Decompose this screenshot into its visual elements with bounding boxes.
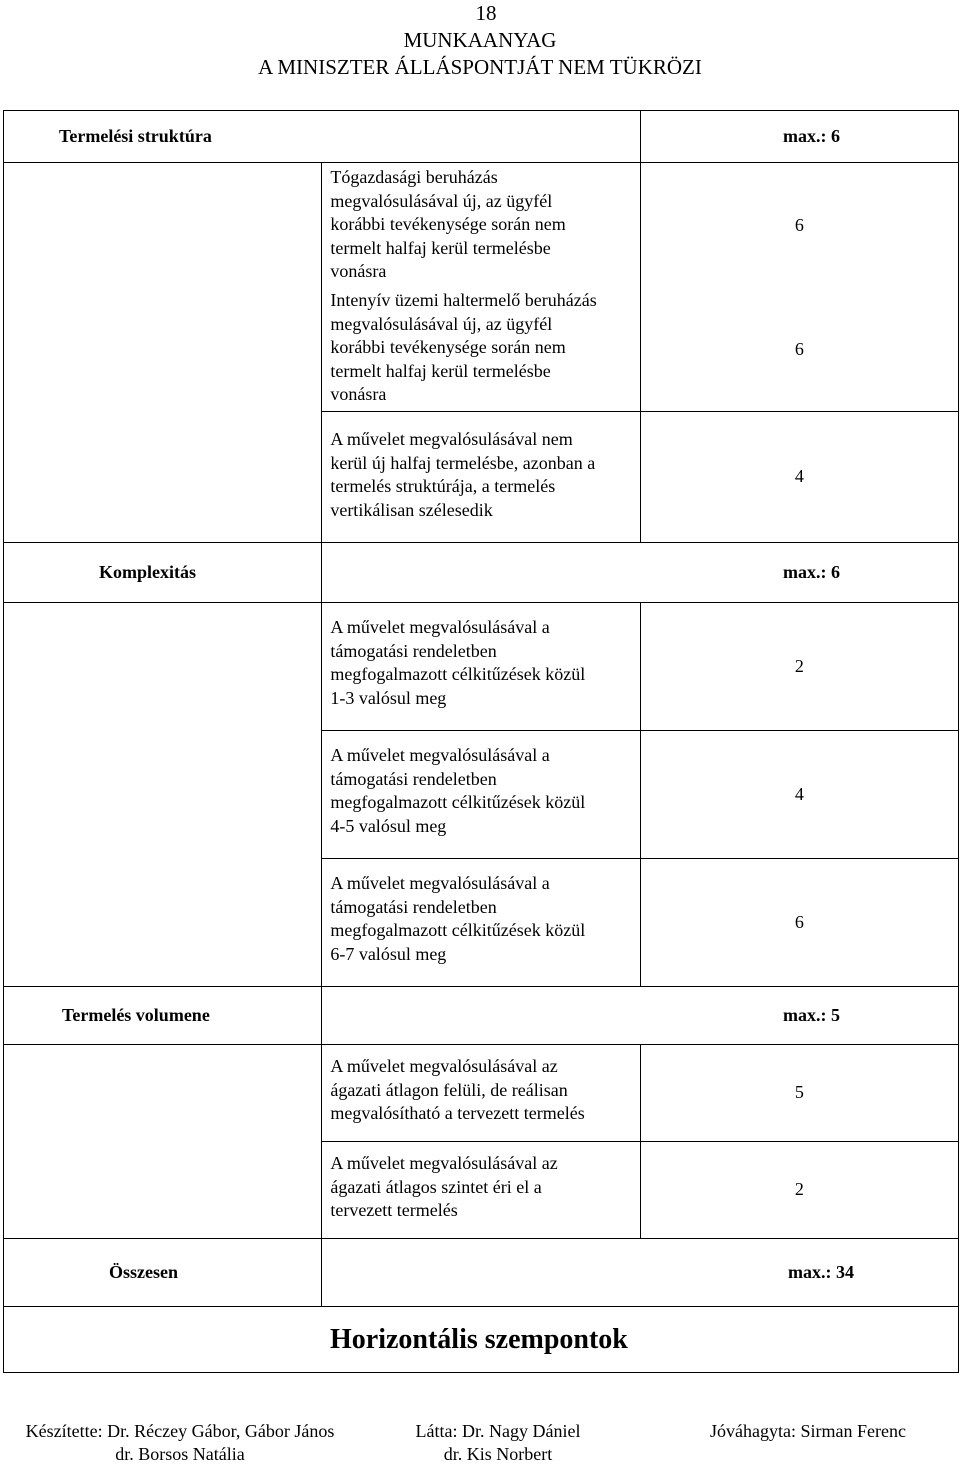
criterion-description bbox=[322, 1142, 640, 1239]
total-label: Összesen bbox=[4, 1239, 322, 1307]
section-title: Termelés volumene bbox=[4, 987, 322, 1045]
criterion-line: Tógazdasági beruházás bbox=[330, 167, 498, 187]
criterion-description bbox=[322, 163, 640, 290]
criterion-line: megvalósulásával új, az ügyfél bbox=[330, 190, 553, 211]
criterion-line: tervezett termelés bbox=[330, 1200, 458, 1220]
criterion-line: támogatási rendeletben bbox=[330, 640, 497, 661]
criterion-line: A művelet megvalósulásával a bbox=[330, 745, 550, 765]
draft-label: MUNKAANYAG bbox=[403, 28, 557, 52]
criterion-line: 1-3 valósul meg bbox=[330, 687, 447, 708]
page-header bbox=[0, 0, 960, 81]
horizontal-title: Horizontális szempontok bbox=[4, 1307, 959, 1373]
criterion-line: A művelet megvalósulásával az bbox=[330, 1153, 558, 1173]
criterion-line: termelt halfaj kerül termelésbe bbox=[330, 237, 551, 258]
section-max: max.: 6 bbox=[640, 111, 958, 163]
total-max: max.: 34 bbox=[322, 1239, 959, 1307]
criterion-line: A művelet megvalósulásával a bbox=[330, 617, 550, 637]
criterion-line: támogatási rendeletben bbox=[330, 896, 497, 917]
criterion-score: 5 bbox=[640, 1045, 958, 1142]
criterion-line: vonásra bbox=[330, 384, 387, 404]
page-number: 18 bbox=[475, 1, 497, 25]
total-row bbox=[4, 1239, 959, 1307]
criterion-row bbox=[4, 603, 959, 731]
criterion-line: 4-5 valósul meg bbox=[330, 815, 447, 836]
section-title: Termelési struktúra bbox=[4, 111, 641, 163]
criterion-line: korábbi tevékenysége során nem bbox=[330, 214, 566, 234]
footer-line: dr. Borsos Natália bbox=[115, 1444, 245, 1464]
criterion-score: 4 bbox=[640, 412, 958, 543]
section-title: Komplexitás bbox=[4, 543, 322, 603]
criterion-score: 2 bbox=[640, 1142, 958, 1239]
criterion-row bbox=[4, 1045, 959, 1142]
criterion-score: 2 bbox=[640, 603, 958, 731]
criterion-line: Intenyív üzemi haltermelő beruházás bbox=[330, 290, 597, 310]
criterion-line: 6-7 valósul meg bbox=[330, 943, 447, 964]
section-header-termelesi bbox=[4, 111, 959, 163]
criterion-line: megfogalmazott célkitűzések közül bbox=[330, 664, 586, 684]
criterion-description bbox=[322, 731, 640, 859]
criterion-description bbox=[322, 1045, 640, 1142]
criterion-line: kerül új halfaj termelésbe, azonban a bbox=[330, 452, 596, 473]
section-header-komplexitas bbox=[4, 543, 959, 603]
horizontal-row bbox=[4, 1307, 959, 1373]
criterion-line: megfogalmazott célkitűzések közül bbox=[330, 792, 586, 812]
footer-line: Jóváhagyta: Sirman Ferenc bbox=[710, 1421, 906, 1441]
footer-prepared-by bbox=[0, 1420, 360, 1466]
scoring-table bbox=[3, 110, 959, 1373]
footer-approved-by bbox=[688, 1420, 928, 1443]
criterion-line: korábbi tevékenysége során nem bbox=[330, 337, 566, 357]
criterion-description bbox=[322, 603, 640, 731]
footer-line: dr. Kis Norbert bbox=[443, 1444, 553, 1464]
section-body-termelesi bbox=[4, 163, 959, 290]
criterion-line: vonásra bbox=[330, 261, 387, 281]
criterion-line: megvalósítható a tervezett termelés bbox=[330, 1103, 585, 1123]
footer-reviewed-by bbox=[398, 1420, 598, 1466]
criterion-description bbox=[322, 289, 640, 412]
criterion-line: termelés struktúrája, a termelés bbox=[330, 476, 556, 496]
criterion-description bbox=[322, 412, 640, 543]
criterion-line: ágazati átlagon felüli, de reálisan bbox=[330, 1079, 568, 1100]
criterion-description bbox=[322, 859, 640, 987]
section-max: max.: 6 bbox=[322, 543, 959, 603]
criterion-line: termelt halfaj kerül termelésbe bbox=[330, 360, 551, 381]
criterion-line: vertikálisan szélesedik bbox=[330, 499, 493, 520]
footer-line: Látta: Dr. Nagy Dániel bbox=[415, 1421, 581, 1441]
criterion-line: megvalósulásával új, az ügyfél bbox=[330, 313, 553, 334]
footer-line: Készítette: Dr. Réczey Gábor, Gábor János bbox=[25, 1421, 335, 1441]
criterion-line: A művelet megvalósulásával nem bbox=[330, 429, 573, 449]
criterion-line: támogatási rendeletben bbox=[330, 768, 497, 789]
empty-cell bbox=[4, 163, 322, 543]
criterion-score: 4 bbox=[640, 731, 958, 859]
section-header-volumen bbox=[4, 987, 959, 1045]
empty-cell bbox=[4, 603, 322, 987]
disclaimer-label: A MINISZTER ÁLLÁSPONTJÁT NEM TÜKRÖZI bbox=[258, 55, 702, 79]
section-max: max.: 5 bbox=[322, 987, 959, 1045]
criterion-line: A művelet megvalósulásával a bbox=[330, 873, 550, 893]
criterion-score: 6 bbox=[640, 859, 958, 987]
criterion-line: ágazati átlagos szintet éri el a bbox=[330, 1176, 542, 1197]
criterion-line: A művelet megvalósulásával az bbox=[330, 1056, 558, 1076]
empty-cell bbox=[4, 1045, 322, 1239]
criterion-line: megfogalmazott célkitűzések közül bbox=[330, 920, 586, 940]
criterion-score: 6 bbox=[640, 289, 958, 412]
criterion-score: 6 bbox=[640, 163, 958, 290]
